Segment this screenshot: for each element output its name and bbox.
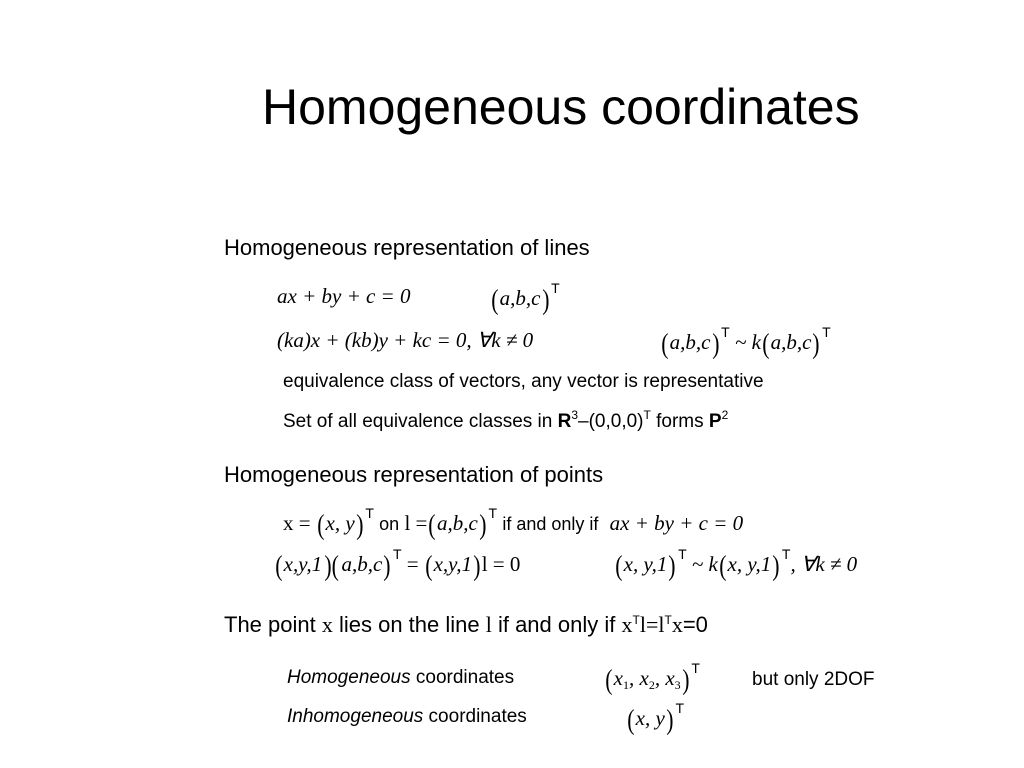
x-symbol: x (321, 612, 333, 637)
point-on-line-definition: x = (x, y) $^T$ on l =(a,b,c) $^T$ if and only if ax + by + c = 0 (283, 505, 744, 541)
point-on-line-statement (224, 612, 708, 638)
transpose-mark: T (721, 324, 730, 340)
transpose-mark: T (675, 700, 685, 716)
transpose-mark: T (643, 408, 651, 422)
p-symbol: P (708, 411, 722, 432)
transpose-mark: T (551, 280, 560, 296)
point-vector: x, y (325, 511, 355, 535)
dof-note: but only 2DOF (752, 669, 875, 690)
p-exponent: 2 (721, 408, 729, 422)
equals-sign: = (406, 552, 419, 576)
line-vector: (a,b,c) $^T$ (491, 280, 560, 316)
transpose-mark: T (678, 546, 687, 562)
equivalence-note: equivalence class of vectors, any vector is representative (283, 371, 764, 392)
transpose-mark: T (365, 505, 374, 521)
projective-space-note (283, 408, 728, 433)
iff-text: if and only if (502, 514, 599, 534)
forms-text: forms (650, 411, 709, 432)
incidence-equation: (x,y,1)( a,b,c) $^T$ = (x,y,1)l = 0 (275, 546, 521, 582)
transpose-mark: T (632, 613, 640, 627)
line-equivalence: (a,b,c) $^T$ ~ k(a,b,c) $^T$ (661, 324, 831, 360)
lines-heading: Homogeneous representation of lines (224, 235, 590, 260)
equals-zero: =0 (682, 612, 708, 637)
on-word: on (379, 514, 400, 534)
homogeneous-vector: ($x_1$, $x_2$, $x_3$) $^T$ (605, 660, 700, 696)
tilde-k: ~ k (734, 330, 761, 354)
r-symbol: R (557, 411, 572, 432)
transpose-mark: T (392, 546, 402, 562)
line-vector-l: a,b,c (437, 511, 478, 535)
xy-vector: x, y (635, 706, 665, 730)
sub-3: 3 (674, 678, 681, 692)
forall-k: , ∀k ≠ 0 (790, 552, 858, 576)
equals-zero: l = 0 (481, 552, 521, 576)
transpose-mark: T (822, 324, 831, 340)
inhomogeneous-vector: (x, y) $^T$ (627, 700, 685, 736)
coordinates-word: coordinates (423, 706, 527, 727)
point-vector-2: x, y,1 (727, 552, 772, 576)
line-vector-2: a,b,c (770, 330, 812, 354)
row-vector-2: x,y,1 (433, 552, 473, 576)
r-exponent: 3 (571, 408, 579, 422)
transpose-mark: T (488, 505, 498, 521)
l-equals-l: l=l (639, 612, 665, 637)
slide-title: Homogeneous coordinates (262, 79, 860, 135)
tilde-k: ~ k (691, 552, 718, 576)
transpose-mark: T (781, 546, 791, 562)
x-symbol: x (671, 612, 683, 637)
inhomogeneous-word: Inhomogeneous (287, 706, 424, 727)
point-equivalence: (x, y,1) $^T$ ~ k(x, y,1) $^T$, ∀k ≠ 0 (615, 546, 858, 582)
transpose-mark: T (664, 613, 672, 627)
line-equation: ax + by + c = 0 (277, 284, 411, 308)
points-heading: Homogeneous representation of points (224, 462, 604, 487)
col-vector: a,b,c (341, 552, 383, 576)
inhomogeneous-label (287, 706, 527, 728)
l-symbol: l (485, 612, 492, 637)
homogeneous-word: Homogeneous (287, 667, 411, 688)
x2: x (639, 666, 649, 690)
scaled-line-equation: (ka)x + (kb)y + kc = 0, ∀k ≠ 0 (277, 328, 534, 352)
x1: x (613, 666, 623, 690)
statement-text: if and only if (491, 612, 622, 637)
statement-text: lies on the line (332, 612, 486, 637)
x-symbol: x (621, 612, 633, 637)
line-vector-1: a,b,c (669, 330, 711, 354)
sub-1: 1 (623, 678, 629, 692)
note-text: Set of all equivalence classes in (283, 411, 558, 432)
line-condition: ax + by + c = 0 (609, 511, 744, 535)
x-equals: x = (283, 511, 311, 535)
statement-text: The point (224, 612, 322, 637)
line-vector-body: a,b,c (499, 286, 541, 310)
l-equals: l = (404, 511, 428, 535)
sub-2: 2 (648, 678, 655, 692)
transpose-mark: T (691, 660, 700, 676)
homogeneous-label (287, 667, 514, 689)
coordinates-word: coordinates (410, 667, 515, 688)
row-vector: x,y,1 (283, 552, 323, 576)
x3: x (665, 666, 675, 690)
point-vector-1: x, y,1 (623, 552, 668, 576)
origin-text: –(0,0,0) (578, 411, 644, 432)
